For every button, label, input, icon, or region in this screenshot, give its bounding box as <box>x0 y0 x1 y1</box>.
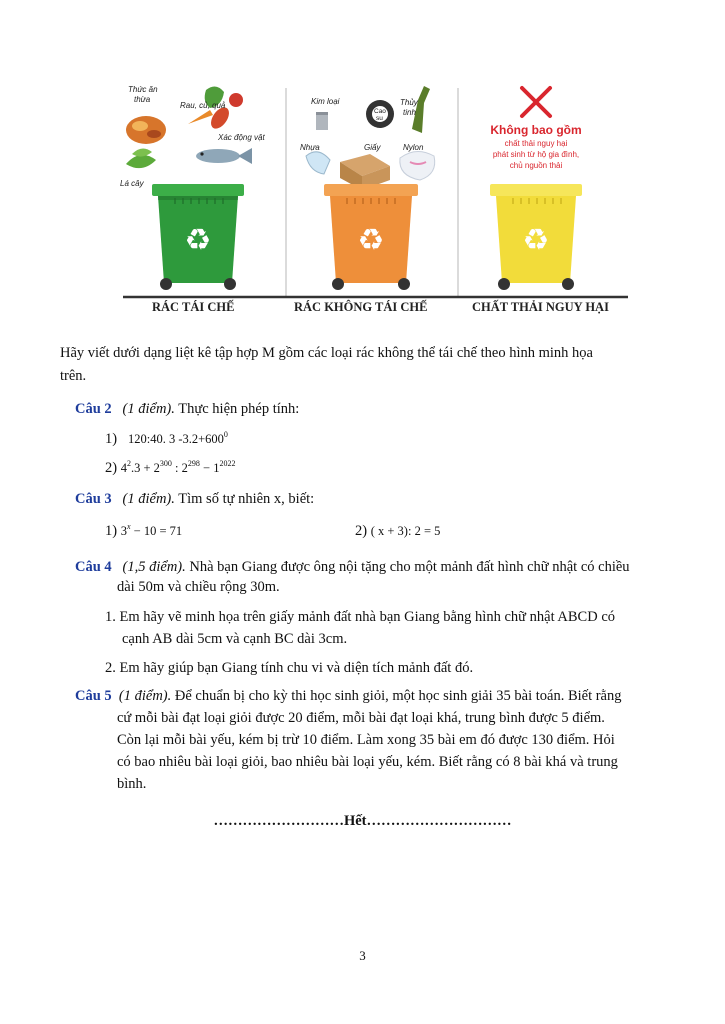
cau4-line1: Nhà bạn Giang được ông nội tặng cho một mảnh đất hình chữ nhật có chiều <box>189 559 630 575</box>
label-rubber-1: Cao <box>374 108 386 115</box>
hazard-desc-3: chủ nguồn thải <box>509 161 563 170</box>
hazard-title: Không bao gồm <box>490 123 582 137</box>
cau4-points: (1,5 điểm). <box>122 559 186 575</box>
label-nylon: Nylon <box>403 143 424 152</box>
cross-icon <box>522 88 550 116</box>
cau2-item1-expression: 120:40. 3 $-3.2+600^0$ <box>127 430 228 446</box>
cau3-title: Tìm số tự nhiên x, biết: <box>178 491 315 507</box>
cau3-item2-expression: ( x + 3): 2 = 5 <box>370 524 441 538</box>
cau2-title: Thực hiện phép tính: <box>178 401 300 417</box>
cau5-line2: cứ mỗi bài đạt loại giỏi được 20 điểm, mỗi bài đạt loại khá, trung bình được 5 điểm. <box>117 710 605 726</box>
label-food-scraps-2: thừa <box>134 95 151 104</box>
cau3-item2 <box>355 520 440 542</box>
svg-text:♻: ♻ <box>357 223 385 258</box>
cau3-item1-expression: $3^x - 10 = 71$ <box>120 522 183 538</box>
page-number: 3 <box>359 948 366 963</box>
cau3-item1-number: 1) <box>105 523 118 539</box>
cau5-line4: có bao nhiêu bài loại giỏi, bao nhiêu bài loại yếu, kém. Biết rằng có 8 bài khá và trung <box>117 754 618 770</box>
cau4-sub2: 2. Em hãy giúp bạn Giang tính chu vi và diện tích mảnh đất đó. <box>105 660 474 676</box>
cau5-points: (1 điểm). <box>118 688 172 704</box>
hazard-desc-1: chất thải nguy hại <box>504 139 568 148</box>
yellow-bin-icon <box>490 184 582 290</box>
label-glass-1: Thủy <box>400 98 418 107</box>
cau5-line5: bình. <box>117 776 147 792</box>
cau4-label: Câu 4 <box>75 559 112 575</box>
cau5-line1: Để chuẩn bị cho kỳ thi học sinh giỏi, một học sinh giải 35 bài toán. Biết rằng <box>174 688 622 704</box>
cau2-item1-number: 1) <box>105 431 118 447</box>
cau2-points: (1 điểm). <box>122 401 175 417</box>
nylon-bag-icon <box>400 151 435 180</box>
waste-bins-illustration <box>118 78 630 323</box>
label-plastic: Nhựa <box>300 143 320 152</box>
cau2-item2-number: 2) <box>105 460 118 476</box>
plastic-bottle-icon <box>306 152 330 174</box>
cau2-item2 <box>105 457 235 479</box>
fish-icon <box>196 148 252 164</box>
bin-label-hazardous: CHẤT THẢI NGUY HẠI <box>472 300 609 314</box>
label-glass-2: tinh <box>403 108 416 117</box>
leaf-icon <box>126 148 156 168</box>
bin-label-non-recyclable: RÁC KHÔNG TÁI CHẾ <box>294 300 428 314</box>
cau5-line3: Còn lại mỗi bài yếu, kém bị trừ 10 điểm. Làm xong 35 bài em đó được 130 điểm. Hỏi <box>117 732 615 748</box>
orange-bin-icon <box>324 184 418 290</box>
cau2-item1 <box>105 428 228 450</box>
cau3-item1 <box>105 520 182 542</box>
cau2-heading <box>75 398 299 420</box>
end-marker: ………………………Hết………………………… <box>213 813 512 829</box>
label-paper: Giấy <box>364 143 381 152</box>
cau3-label: Câu 3 <box>75 491 112 507</box>
label-dead-animal: Xác động vật <box>218 133 265 142</box>
cau1-text-line2: trên. <box>60 368 87 384</box>
cau4-sub1-line1: 1. Em hãy vẽ minh họa trên giấy mảnh đất nhà bạn Giang bằng hình chữ nhật ABCD có <box>105 609 616 625</box>
svg-text:♻: ♻ <box>184 223 212 258</box>
green-bin-icon <box>152 184 244 290</box>
cau5-heading <box>75 685 622 707</box>
svg-text:♻: ♻ <box>522 223 550 258</box>
cau4-sub1-line2: cạnh AB dài 5cm và cạnh BC dài 3cm. <box>122 631 348 647</box>
waste-bins-svg <box>118 78 630 303</box>
label-rubber-2: su <box>376 115 383 122</box>
cau4-line2: dài 50m và chiều rộng 30m. <box>117 579 280 595</box>
cau4-heading <box>75 556 630 578</box>
metal-can-icon <box>316 112 328 130</box>
hazard-desc-2: phát sinh từ hộ gia đình, <box>492 150 580 159</box>
label-vegetables: Rau, củ, quả <box>180 101 226 110</box>
cau2-label: Câu 2 <box>75 401 112 417</box>
cau2-item2-expression: $4^2.3 + 2^{300}$ : $2^{298} - 1^{2022}$ <box>120 459 236 475</box>
cau3-item2-number: 2) <box>355 523 368 539</box>
food-scraps-icon <box>126 116 166 144</box>
label-food-scraps-1: Thức ăn <box>128 85 158 94</box>
cau3-heading <box>75 488 314 510</box>
label-metal: Kim loại <box>311 97 340 106</box>
cau3-points: (1 điểm). <box>122 491 175 507</box>
bin-label-recyclable: RÁC TÁI CHẾ <box>152 300 235 314</box>
label-leaves: Lá cây <box>120 179 144 188</box>
cau5-label: Câu 5 <box>75 688 112 704</box>
cau1-text-line1: Hãy viết dưới dạng liệt kê tập hợp M gồm các loại rác không thể tái chế theo hình minh họa <box>60 345 593 361</box>
